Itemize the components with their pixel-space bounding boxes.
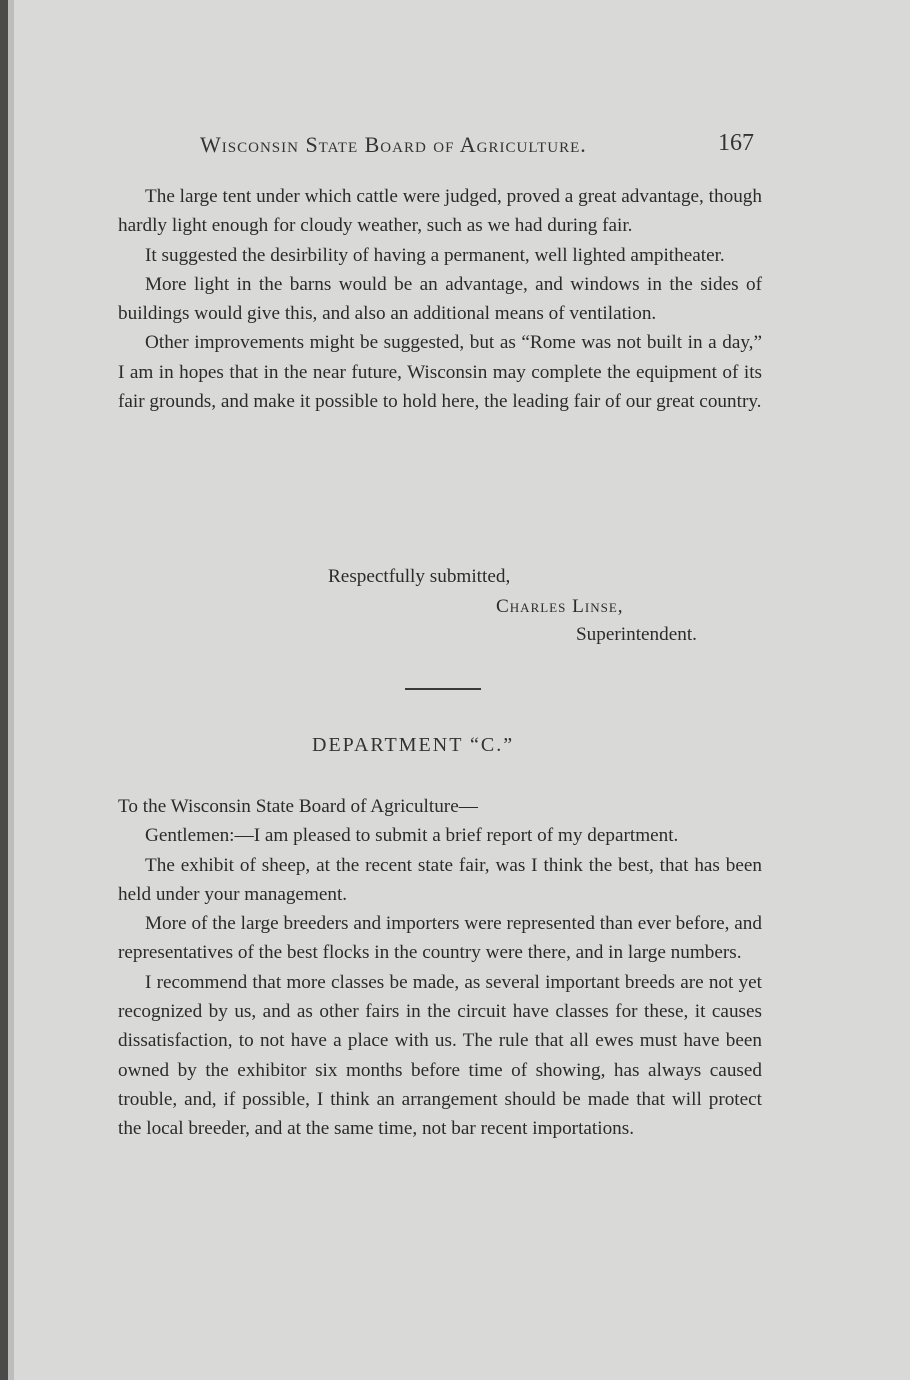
paragraph: More of the large breeders and importers were represented than ever before, and representatives of the best flocks in the country were there, and in large numbers. [118, 913, 762, 964]
paragraph: The large tent under which cattle were judged, proved a great advantage, though hardly light enough for cloudy weather, such as we had during fair. [118, 186, 762, 237]
page-number: 167 [718, 130, 754, 156]
paragraph: The exhibit of sheep, at the recent state fair, was I think the best, that has been held under your management. [118, 854, 762, 905]
running-head: Wisconsin State Board of Agriculture. [200, 132, 587, 157]
signature-title: Superintendent. [576, 624, 697, 645]
section-divider [405, 688, 481, 690]
bottom-text-block [118, 792, 762, 1144]
paragraph: It suggested the desirbility of having a permanent, well lighted ampitheater. [145, 244, 725, 266]
top-text-block [118, 182, 762, 416]
paragraph: Gentlemen:—I am pleased to submit a brief report of my department. [145, 825, 679, 847]
page-binding-shadow [8, 0, 14, 1380]
signature-name: Charles Linse, [496, 596, 624, 617]
salutation: To the Wisconsin State Board of Agriculture— [118, 796, 478, 817]
page-binding-edge [0, 0, 8, 1380]
paragraph: Other improvements might be suggested, but as “Rome was not built in a day,” I am in hopes that in the near future, Wisconsin may complete the equipment of its fair grounds, and make it possible to hold here, the leading fair of our great country. [118, 332, 762, 413]
paragraph: I recommend that more classes be made, as several important breeds are not yet recognized by us, and as other fairs in the circuit have classes for these, it causes dissatisfaction, to not have a place with us. The rule that all ewes must have been owned by the exhibitor six months before time of showing, has always caused trouble, and, if possible, I think an arrangement should be made that will protect the local breeder, and at the same time, not bar recent importations. [118, 971, 762, 1140]
paragraph: More light in the barns would be an advantage, and windows in the sides of buildings would give this, and also an additional means of ventilation. [118, 273, 762, 325]
section-title: DEPARTMENT “C.” [312, 734, 515, 756]
signature-closing: Respectfully submitted, [328, 566, 511, 587]
